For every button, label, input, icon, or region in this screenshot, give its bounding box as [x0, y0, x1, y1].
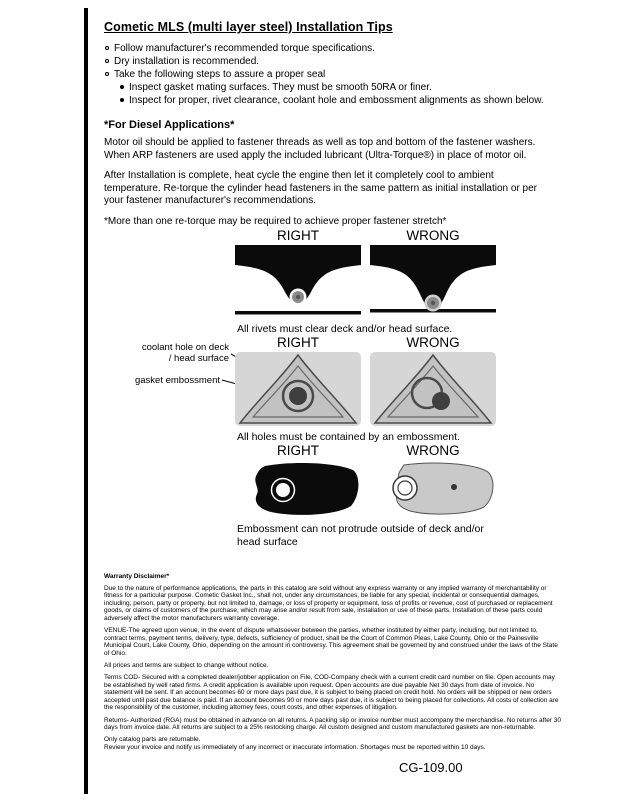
tip-text: Take the following steps to assure a proper seal: [114, 69, 326, 80]
tip-bullet: [104, 68, 558, 81]
disclaimer-paragraph: Returns- Authorized (RGA) must be obtained in advance on all returns. A packing slip or invoice number must accompany the merchandise. No returns after 30 days from invoice date. All returns are subject to a 25% restocking charge. All custom designed and custom manufactured gaskets are non-returnable.: [104, 716, 562, 732]
row1-right-label: RIGHT: [277, 228, 319, 243]
row1-wrong-label: WRONG: [406, 228, 460, 243]
main-content: [104, 20, 558, 228]
tip-sub-bullet: [119, 81, 558, 94]
embossment-containment-wrong-diagram: [370, 352, 496, 426]
dot-bullet-icon: [120, 98, 124, 102]
dot-bullet-icon: [120, 85, 124, 89]
gasket-embossment-label: gasket embossment: [134, 375, 220, 386]
embossment-containment-right-diagram: [235, 352, 361, 426]
row3-caption: Embossment can not protrude outside of deck and/or head surface: [237, 523, 484, 548]
diesel-applications-heading: *For Diesel Applications*: [104, 119, 235, 131]
tip-text: Follow manufacturer's recommended torque specifications.: [114, 43, 375, 54]
tip-bullet: [104, 55, 558, 68]
row2-wrong-label: WRONG: [406, 335, 460, 350]
tip-text: Inspect for proper, rivet clearance, coolant hole and embossment alignments as shown below.: [129, 95, 544, 106]
tip-sub-bullet: [119, 94, 558, 107]
disclaimer-paragraph: Review your invoice and notify us immediately of any incorrect or inaccurate information. Shortages must be reported within 10 days.: [104, 743, 486, 751]
diesel-paragraph-2: After Installation is complete, heat cycle the engine then let it completely cool to ambient temperature. Re-torque the cylinder head fasteners in the same pattern as initial installation or per your fastener manufacturer's recommendations.: [104, 170, 538, 206]
rivet-clearance-right-diagram: [235, 245, 361, 317]
retorque-note: *More than one re-torque may be required to achieve proper fastener stretch*: [104, 215, 447, 227]
circle-bullet-icon: [105, 72, 109, 76]
row2-caption: All holes must be contained by an embossment.: [237, 431, 460, 443]
diesel-paragraph-1: Motor oil should be applied to fastener threads as well as top and bottom of the fastener washers. When ARP fasteners are used apply the included lubricant (Ultra-Torque®) in place of motor oil.: [104, 137, 536, 161]
circle-bullet-icon: [105, 59, 109, 63]
catalog-page-code: CG-109.00: [399, 760, 463, 775]
row2-right-label: RIGHT: [277, 335, 319, 350]
disclaimer-paragraph: Only catalog parts are returnable.: [104, 736, 201, 744]
row3-wrong-label: WRONG: [406, 443, 460, 458]
page-title: Cometic MLS (multi layer steel) Installation Tips: [104, 20, 393, 34]
disclaimer-paragraph: All prices and terms are subject to change without notice.: [104, 661, 269, 669]
diagram-section: [0, 228, 618, 558]
disclaimer-paragraph: VENUE-The agreed upon venue, in the event of dispute whatsoever between the parties, whether instituted by either party, including, but not limited to, contract terms, payment terms, delivery, type, defects, sufficiency of product, shall be the Court of Common Pleas, Lake County, Ohio or the Painesville Municipal Court, Lake County, Ohio, depending on the amount in controversy. This agreement shall be governed by and construed under the laws of the State of Ohio.: [104, 627, 558, 657]
coolant-hole-label: coolant hole on deck / head surface: [141, 342, 229, 364]
row1-caption: All rivets must clear deck and/or head surface.: [237, 323, 453, 335]
tip-text: Dry installation is recommended.: [114, 56, 260, 67]
disclaimer-heading: Warranty Disclaimer*: [104, 573, 170, 580]
rivet-clearance-wrong-diagram: [370, 245, 496, 317]
tip-text: Inspect gasket mating surfaces. They must be smooth 50RA or finer.: [129, 82, 432, 93]
warranty-disclaimer: [104, 573, 562, 756]
embossment-protrusion-wrong-diagram: [370, 460, 496, 518]
disclaimer-paragraph: Due to the nature of performance applications, the parts in this catalog are sold without any express warranty or any implied warranty of merchantability or fitness for a particular purpose. Cometic Gasket Inc., shall not, under any circumstances, be liable for any special, incidental or consequential damages, including, person, party or property, but not limited to, damage, or loss of property or equipment, loss of profits or revenue, cost of purchased or replacement goods, or claims of customers of the purchase, which may arise and/or result from sale, installation or use of these parts. Installation of these parts could adversely affect the motor manufacturers warranty coverage.: [104, 584, 553, 622]
embossment-protrusion-right-diagram: [235, 460, 361, 518]
tip-bullet: [104, 42, 558, 55]
disclaimer-paragraph: Terms COD- Secured with a completed dealer/jobber application on File, COD-Company check with a current credit card number on file. Open accounts may be established by well rated firms. A credit application is available upon request. Open accounts are due payable Net 30 days from date of invoice. No statement will be sent. If an account becomes 60 or more days past due, it is subject to being placed on credit hold. No orders will be shipped or new orders accepted until past due balance is paid. If an account becomes 90 or more days past due, it is subject to being placed for collections. All costs of collection are the responsibility of the customer, including attorney fees, court costs, and other expenses of litigation.: [104, 674, 559, 712]
circle-bullet-icon: [105, 46, 109, 50]
row3-right-label: RIGHT: [277, 443, 319, 458]
